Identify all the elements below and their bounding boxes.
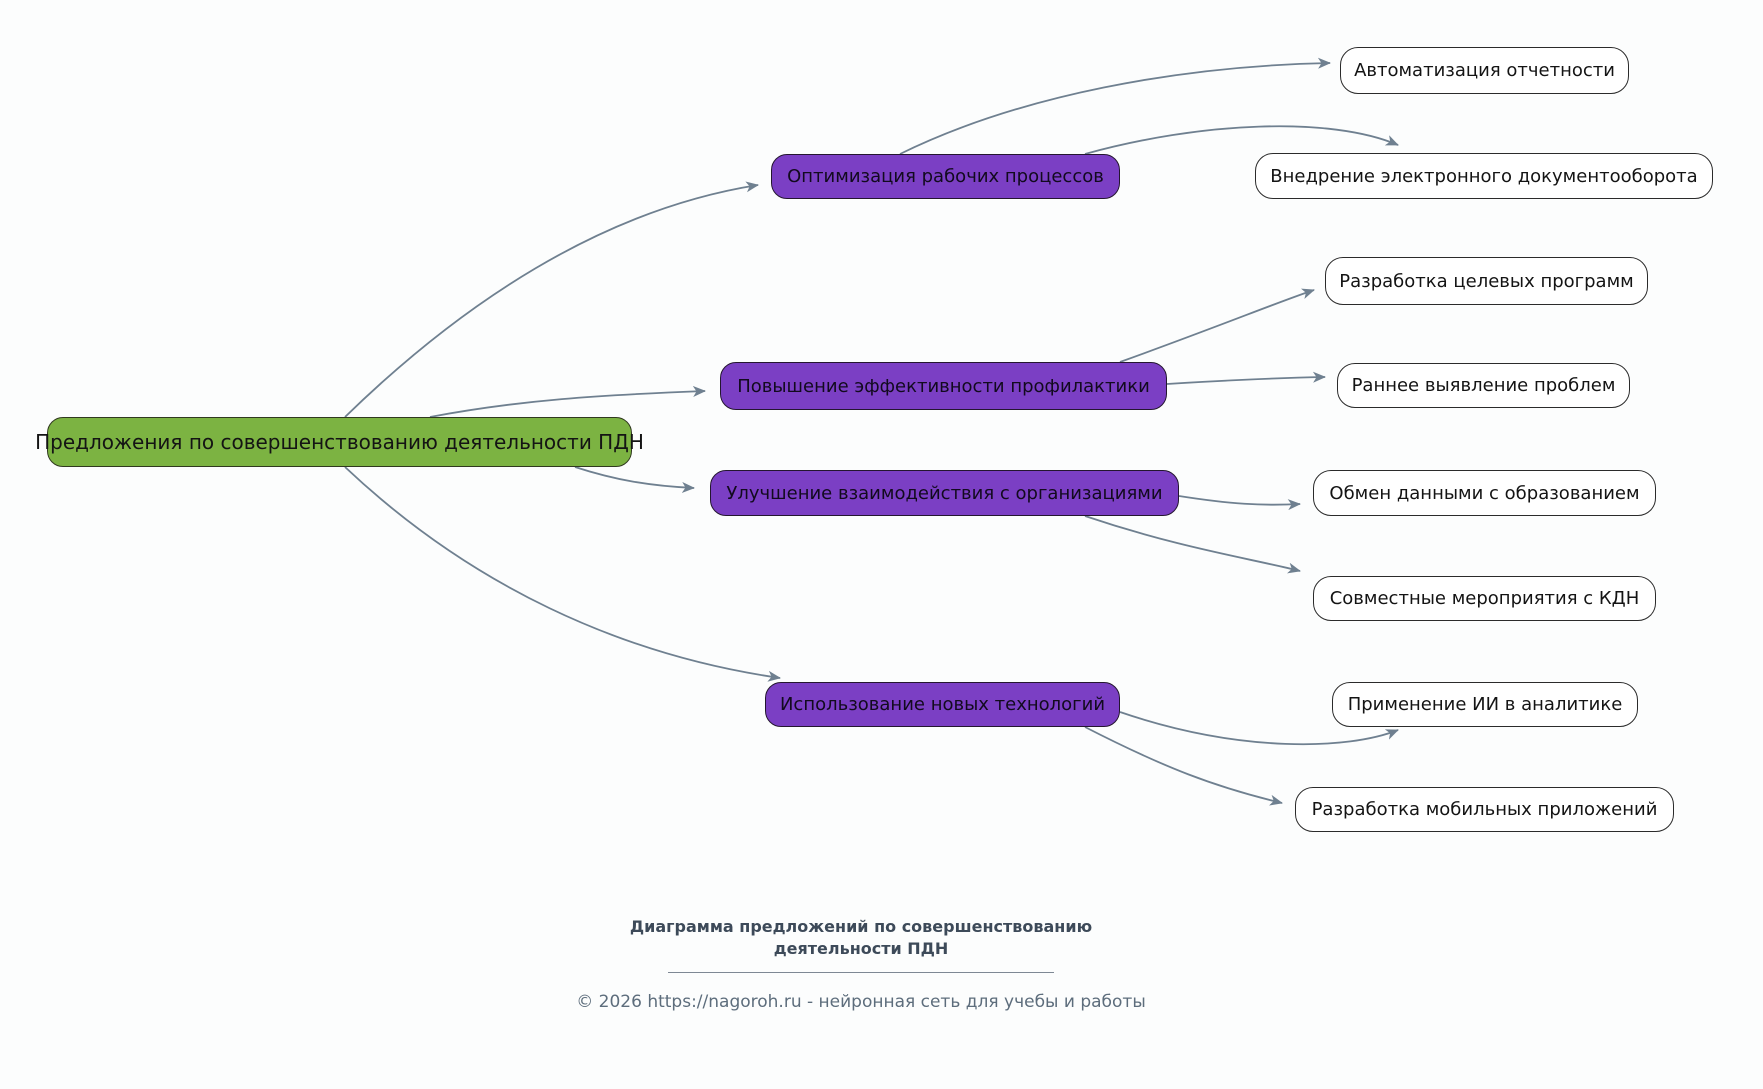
edge-branch4-leaf2 xyxy=(1085,727,1282,803)
leaf-node-report-automation: Автоматизация отчетности xyxy=(1340,47,1629,94)
edge-root-branch3 xyxy=(575,467,694,488)
root-node: Предложения по совершенствованию деятельности ПДН xyxy=(47,417,632,467)
edge-branch2-leaf2 xyxy=(1167,377,1325,384)
edge-branch3-leaf1 xyxy=(1179,496,1300,505)
leaf-node-electronic-docflow: Внедрение электронного документооборота xyxy=(1255,153,1713,199)
edge-branch3-leaf2 xyxy=(1085,516,1300,571)
diagram-title xyxy=(630,916,1092,960)
branch-node-organization-interaction: Улучшение взаимодействия с организациями xyxy=(710,470,1179,516)
edge-branch2-leaf1 xyxy=(1120,290,1314,362)
leaf-node-target-programs: Разработка целевых программ xyxy=(1325,257,1648,305)
edge-root-branch2 xyxy=(430,391,705,417)
leaf-node-mobile-apps: Разработка мобильных приложений xyxy=(1295,787,1674,832)
branch-node-prevention-effectiveness: Повышение эффективности профилактики xyxy=(720,362,1167,410)
branch-node-new-technologies: Использование новых технологий xyxy=(765,682,1120,727)
diagram-title-line1: Диаграмма предложений по совершенствованию xyxy=(629,917,1093,936)
copyright-text: © 2026 https://nagoroh.ru - нейронная сеть для учебы и работы xyxy=(576,992,1146,1012)
leaf-node-early-problem-detection: Раннее выявление проблем xyxy=(1337,363,1630,408)
edge-branch1-leaf1 xyxy=(900,63,1330,154)
footer-divider xyxy=(668,972,1054,973)
leaf-node-joint-events-kdn: Совместные мероприятия с КДН xyxy=(1313,576,1656,621)
leaf-node-ai-analytics: Применение ИИ в аналитике xyxy=(1332,682,1638,727)
leaf-node-education-data-exchange: Обмен данными с образованием xyxy=(1313,470,1656,516)
diagram-title-line2: деятельности ПДН xyxy=(773,939,949,958)
edge-branch1-leaf2 xyxy=(1085,126,1398,154)
branch-node-process-optimization: Оптимизация рабочих процессов xyxy=(771,154,1120,199)
edge-root-branch1 xyxy=(345,185,758,417)
